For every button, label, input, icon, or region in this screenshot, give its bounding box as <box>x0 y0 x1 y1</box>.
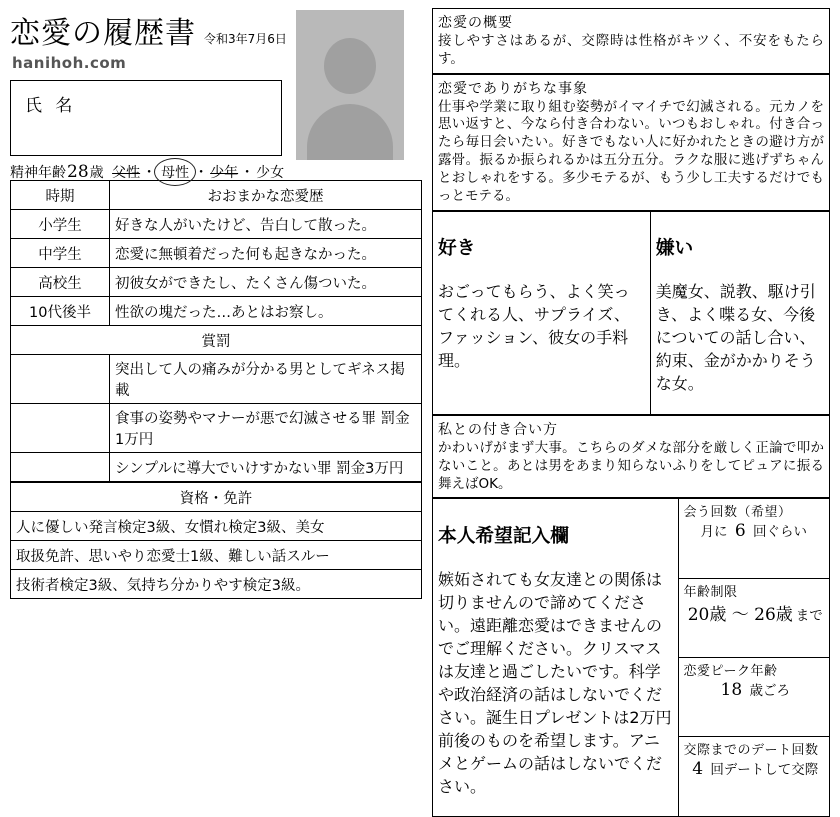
relationship-panel <box>432 415 830 498</box>
meta-cells <box>679 499 829 815</box>
table-row <box>11 541 422 570</box>
wishes-block <box>433 499 679 815</box>
meeting-frequency-prefix: 月に <box>700 524 728 541</box>
age-limit-suffix: まで <box>795 607 823 624</box>
history-period-0: 小学生 <box>11 210 110 239</box>
gender-option-paternal[interactable]: 父性 <box>112 165 141 181</box>
gender-option-girl[interactable]: 少女 <box>256 165 285 181</box>
relationship-title: 私との付き合い方 <box>438 421 558 438</box>
history-text-1: 恋愛に無頓着だった何も起きなかった。 <box>110 239 422 268</box>
gender-sep-3: ・ <box>240 165 255 181</box>
table-row <box>11 404 422 453</box>
likes-title: 好き <box>438 238 476 260</box>
right-column <box>432 8 830 796</box>
awards-blank-2 <box>11 453 110 482</box>
history-col-summary: おおまかな恋愛歴 <box>110 181 422 210</box>
license-header-row <box>11 483 422 512</box>
peak-age-cell <box>679 658 829 737</box>
overview-title: 恋愛の概要 <box>438 15 513 31</box>
avatar-body <box>307 104 393 160</box>
header-text-block <box>10 8 296 182</box>
awards-title: 賞罰 <box>11 326 422 355</box>
meeting-frequency-label: 会う回数（希望） <box>683 505 792 521</box>
wishes-text: 嫉妬されても女友達との関係は切りませんので諦めてください。遠距離恋愛はできませんのでご理解ください。クリスマスは友達と過ごしたいです。科学や政治経済の話はしないでください。誕生日プレゼントは2万円前後のものを希望します。アニメとゲームの話はしないでください。 <box>438 569 672 796</box>
peak-age-suffix: 歳ごろ <box>749 683 790 700</box>
history-text-2: 初彼女ができたし、たくさん傷ついた。 <box>110 268 422 297</box>
history-text-0: 好きな人がいたけど、告白して散った。 <box>110 210 422 239</box>
left-column <box>10 8 422 594</box>
common-events-title: 恋愛でありがちな事象 <box>438 80 588 97</box>
gender-sep-1: ・ <box>142 165 157 181</box>
meeting-frequency-number: 6 <box>734 521 746 542</box>
mental-age-value: 28 <box>67 162 89 182</box>
history-period-1: 中学生 <box>11 239 110 268</box>
overview-text: 接しやすさはあるが、交際時は性格がキツく、不安をもたらす。 <box>438 33 824 67</box>
mental-age-label: 精神年齢 <box>10 165 66 181</box>
dislikes-text: 美魔女、説教、駆け引き、よく喋る女、今後についての話し合い、約束、金がかかりそうな女。 <box>655 281 816 393</box>
relationship-text: かわいげがまず大事。こちらのダメな部分を厳しく正論で叩かないこと。あとは男をあまり知らないふりをしてピュアに振る舞えばOK。 <box>438 439 824 492</box>
age-limit-label: 年齢制限 <box>683 584 738 600</box>
dislikes-title: 嫌い <box>655 238 694 260</box>
awards-text-1: 食事の姿勢やマナーが悪で幻滅させる罪 罰金1万円 <box>110 404 422 453</box>
table-row <box>11 239 422 268</box>
history-col-period: 時期 <box>11 181 110 210</box>
awards-blank-0 <box>11 355 110 404</box>
license-line-2: 技術者検定3級、気持ち分かりやす検定3級。 <box>11 570 422 599</box>
age-limit-range: 20歳 ～ 26歳 <box>687 604 793 625</box>
dislikes-block <box>651 212 829 414</box>
license-line-0: 人に優しい発言検定3級、女慣れ検定3級、美女 <box>11 512 422 541</box>
likes-dislikes-panel <box>432 211 830 415</box>
dates-before-relationship-cell <box>679 737 829 815</box>
peak-age-number: 18 <box>720 680 743 701</box>
awards-header-row <box>11 326 422 355</box>
history-text-3: 性欲の塊だった…あとはお察し。 <box>110 297 422 326</box>
table-row <box>11 210 422 239</box>
attributes-row <box>10 162 295 182</box>
history-period-3: 10代後半 <box>11 297 110 326</box>
history-table <box>10 180 422 482</box>
wishes-and-meta-panel <box>432 498 830 816</box>
table-row <box>11 512 422 541</box>
table-row <box>11 355 422 404</box>
photo-placeholder <box>296 10 404 160</box>
peak-age-value <box>684 679 824 700</box>
meeting-frequency-suffix: 回ぐらい <box>752 524 807 541</box>
document-date: 令和3年7月6日 <box>204 32 287 46</box>
page-columns <box>10 8 830 796</box>
name-field[interactable] <box>10 80 282 156</box>
document-header <box>10 8 422 180</box>
common-events-panel <box>432 74 830 211</box>
history-period-2: 高校生 <box>11 268 110 297</box>
peak-age-label: 恋愛ピーク年齢 <box>683 664 778 680</box>
table-row <box>11 297 422 326</box>
gender-sep-2: ・ <box>194 165 209 181</box>
license-title: 資格・免許 <box>11 483 422 512</box>
dates-before-relationship-label: 交際までのデート回数 <box>683 743 819 759</box>
license-table <box>10 482 422 599</box>
awards-blank-1 <box>11 404 110 453</box>
meeting-frequency-cell <box>679 499 829 578</box>
dates-before-relationship-number: 4 <box>692 759 704 780</box>
common-events-text: 仕事や学業に取り組む姿勢がイマイチで幻滅される。元カノを思い返すと、今なら付き合わない。いつもおしゃれ。付き合ったら毎日会いたい。好きでもない人に好かれたときの避け方が露骨。振るか振られるかは五分五分。ラクな服に逃げずちゃんとおしゃれをする。多少モテるが、もう少し工夫するだけでもっとモテる。 <box>438 98 824 204</box>
age-limit-value <box>684 600 824 625</box>
age-limit-cell <box>679 579 829 658</box>
overview-panel <box>432 8 830 74</box>
dates-before-relationship-value <box>684 758 824 779</box>
meeting-frequency-value <box>684 520 824 541</box>
awards-text-0: 突出して人の痛みが分かる男としてギネス掲載 <box>110 355 422 404</box>
dates-before-relationship-suffix: 回デートして交際 <box>710 762 819 779</box>
title-row <box>10 8 296 52</box>
table-row <box>11 453 422 482</box>
wishes-title: 本人希望記入欄 <box>438 526 569 548</box>
mental-age-unit: 歳 <box>89 165 104 181</box>
name-label: 氏 名 <box>25 96 77 116</box>
gender-option-maternal[interactable]: 母性 <box>158 162 192 182</box>
history-header-row <box>11 181 422 210</box>
table-row <box>11 268 422 297</box>
page-title: 恋愛の履歴書 <box>10 16 196 51</box>
license-line-1: 取扱免許、思いやり恋愛士1級、難しい話スルー <box>11 541 422 570</box>
avatar-head <box>324 38 376 94</box>
likes-block <box>433 212 651 414</box>
likes-text: おごってもらう、よく笑ってくれる人、サプライズ、ファッション、彼女の手料理。 <box>438 281 630 370</box>
awards-text-2: シンプルに導大でいけすかない罪 罰金3万円 <box>110 453 422 482</box>
site-brand: hanihoh.com <box>12 54 127 72</box>
table-row <box>11 570 422 599</box>
gender-option-boy[interactable]: 少年 <box>210 165 239 181</box>
